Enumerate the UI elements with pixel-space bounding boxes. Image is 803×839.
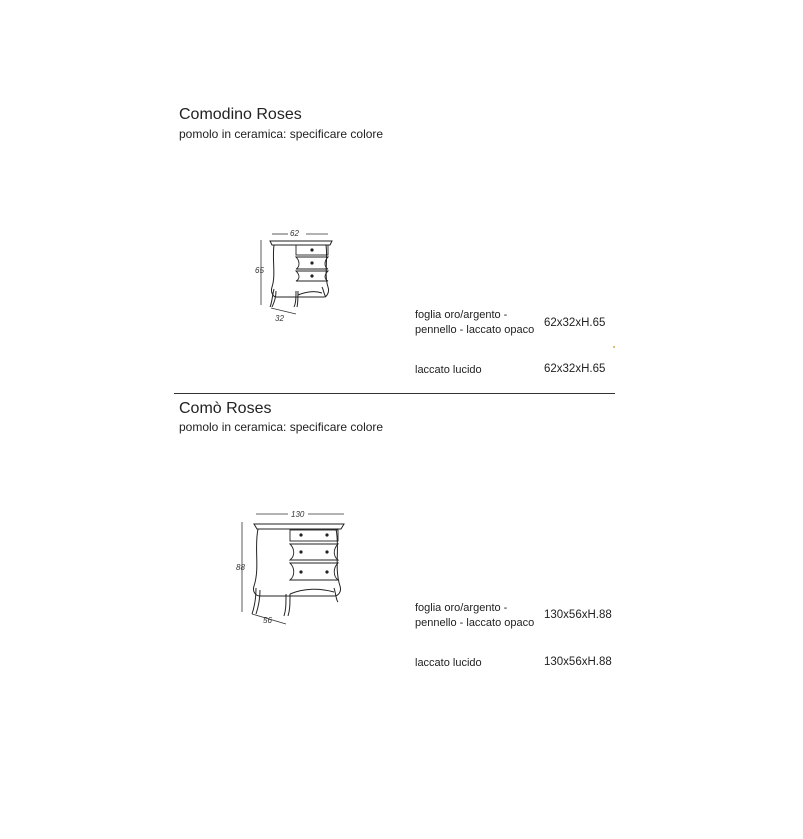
width-label: 62 — [290, 229, 299, 238]
finish-label: laccato lucido — [415, 364, 482, 376]
dimensions-value: 130x56xH.88 — [544, 609, 612, 621]
dimensions-value: 62x32xH.65 — [544, 363, 606, 375]
comodino-drawing — [250, 225, 340, 325]
como-drawing — [230, 506, 355, 631]
width-label: 130 — [291, 510, 305, 519]
depth-label: 56 — [263, 616, 272, 625]
accent-mark — [613, 346, 615, 348]
product-title: Comò Roses — [179, 400, 272, 417]
product-subtitle: pomolo in ceramica: specificare colore — [179, 127, 384, 141]
height-label: 88 — [236, 563, 245, 572]
finish-label: foglia oro/argento - pennello - laccato opaco — [415, 309, 535, 336]
finish-label: foglia oro/argento - pennello - laccato opaco — [415, 602, 535, 629]
height-label: 65 — [255, 266, 264, 275]
dimensions-value: 130x56xH.88 — [544, 656, 612, 668]
product-title: Comodino Roses — [179, 106, 302, 123]
depth-label: 32 — [275, 314, 284, 323]
product-subtitle: pomolo in ceramica: specificare colore — [179, 420, 384, 434]
section-divider — [174, 393, 615, 394]
finish-label: laccato lucido — [415, 657, 482, 669]
dimensions-value: 62x32xH.65 — [544, 317, 606, 329]
